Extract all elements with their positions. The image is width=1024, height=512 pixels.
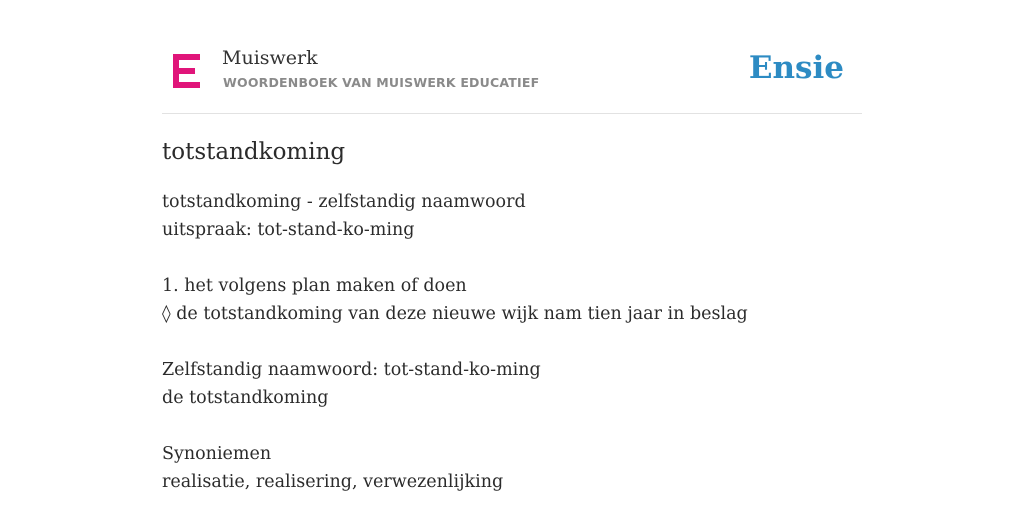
ensie-logo-link[interactable]: Ensie [748,50,844,86]
example-1: ◊ de totstandkoming van deze nieuwe wijk nam tien jaar in beslag [162,304,748,324]
synonyms-heading: Synoniemen [162,444,272,464]
muiswerk-e-icon[interactable] [173,54,200,88]
sense-1: 1. het volgens plan maken of doen [162,276,467,296]
entry-headword: totstandkoming [162,139,346,165]
page-header [162,0,862,114]
entry-content [162,136,862,496]
logo-bar-top [173,54,200,60]
spacer [162,412,862,440]
definition-line: totstandkoming - zelfstandig naamwoord [162,192,526,212]
noun-syllables-line: Zelfstandig naamwoord: tot-stand-ko-ming [162,360,541,380]
brand-title[interactable]: Muiswerk [222,47,318,69]
synonyms-list: realisatie, realisering, verwezenlijking [162,472,504,492]
brand-subtitle: WOORDENBOEK VAN MUISWERK EDUCATIEF [223,75,540,90]
noun-form-line: de totstandkoming [162,388,329,408]
spacer [162,244,862,272]
logo-bar-middle [173,68,195,74]
spacer [162,328,862,356]
logo-bar-bottom [173,82,200,88]
pronunciation-line: uitspraak: tot-stand-ko-ming [162,220,415,240]
